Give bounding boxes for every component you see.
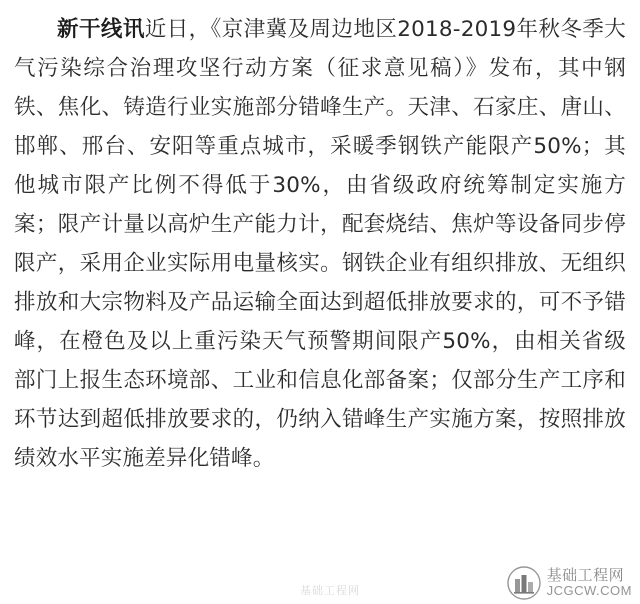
watermark-site-url: JCGCW.COM (546, 583, 632, 599)
article-paragraph (14, 10, 626, 478)
watermark-text (547, 568, 632, 597)
article-body-text: 近日，《京津冀及周边地区2018-2019年秋冬季大气污染综合治理攻坚行动方案（征求意见稿）》发布，其中钢铁、焦化、铸造行业实施部分错峰生产。天津、石家庄、唐山、邯郸、邢台、安阳等重点城市，采暖季钢铁产能限产50%；其他城市限产比例不得低于30%，由省级政府统筹制定实施方案；限产计量以高炉生产能力计，配套烧结、焦炉等设备同步停限产，采用企业实际用电量核实。钢铁企业有组织排放、无组织排放和大宗物料及产品运输全面达到超低排放要求的，可不予错峰，在橙色及以上重污染天气预警期间限产50%，由相关省级部门上报生态环境部、工业和信息化部备案；仅部分生产工序和环节达到超低排放要求的，仍纳入错峰生产实施方案，按照排放绩效水平实施差异化错峰。 (14, 17, 626, 471)
watermark-ghost-text: 基础工程网 (300, 584, 360, 597)
building-logo-icon (507, 566, 541, 600)
watermark (507, 566, 632, 600)
article-lead-label: 新干线讯 (57, 17, 145, 42)
watermark-site-name: 基础工程网 (546, 566, 625, 585)
